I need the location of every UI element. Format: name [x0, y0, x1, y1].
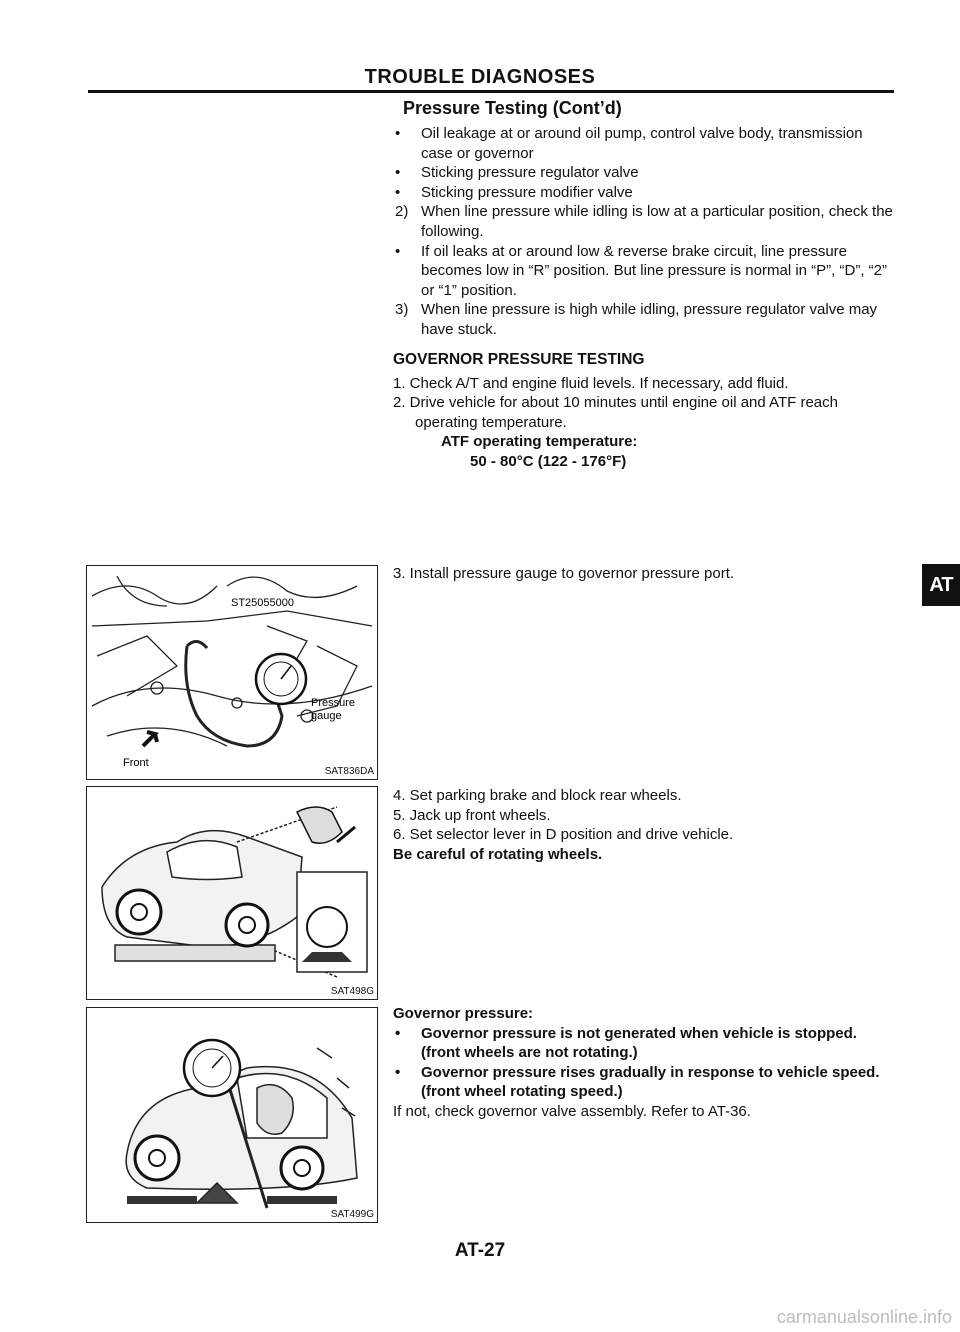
list-item: • If oil leaks at or around low & reverse brake circuit, line pressure becomes low in “R” position. But line pressure is normal in “P”, “D”, “2” or “1” position. — [395, 242, 887, 299]
pressure-causes-list — [393, 124, 898, 340]
figure-code: SAT499G — [330, 1209, 374, 1220]
figure-drive-test — [86, 1007, 378, 1223]
section-title: Pressure Testing (Cont’d) — [403, 98, 622, 118]
governor-footer-text: If not, check governor valve assembly. Refer to AT-36. — [393, 1102, 751, 1120]
list-item: • Sticking pressure regulator valve — [395, 164, 639, 182]
list-item: • Governor pressure is not generated when vehicle is stopped. (front wheels are not rotating.) — [395, 1024, 857, 1062]
front-wheel-icon — [117, 890, 161, 934]
steps-4-6-block — [393, 786, 898, 864]
step-4: 4. Set parking brake and block rear wheels. — [393, 787, 682, 804]
list-item: • Oil leakage at or around oil pump, control valve body, transmission case or governor — [395, 125, 863, 162]
gauge-label: gauge — [311, 710, 342, 722]
step-3: 3. Install pressure gauge to governor pressure port. — [393, 565, 735, 582]
tool-number-label: ST25055000 — [231, 597, 294, 609]
list-item: 3) When line pressure is high while idling, pressure regulator valve may have stuck. — [395, 301, 878, 338]
figure-code: SAT836DA — [324, 766, 374, 777]
figure-jack-car — [86, 786, 378, 1000]
page-header-title: TROUBLE DIAGNOSES — [364, 66, 596, 88]
rear-wheel-icon — [226, 904, 268, 946]
page-number: AT-27 — [454, 1240, 506, 1261]
atf-temp-value: 50 - 80°C (122 - 176°F) — [470, 452, 627, 470]
pressure-label: Pressure — [311, 697, 356, 709]
watermark: carmanualsonline.info — [776, 1307, 952, 1327]
step-5: 5. Jack up front wheels. — [393, 806, 551, 824]
governor-testing-block — [393, 350, 898, 472]
figure-code: SAT498G — [330, 986, 374, 997]
step-1: 1. Check A/T and engine fluid levels. If necessary, add fluid. — [393, 374, 789, 392]
rear-wheel-icon — [281, 1147, 323, 1189]
hand-brake-icon — [297, 807, 342, 843]
driver-gauge-illustration — [87, 1008, 377, 1222]
step-6: 6. Set selector lever in D position and drive vehicle. — [393, 826, 734, 844]
front-wheel-icon — [135, 1136, 179, 1180]
figure-pressure-gauge-install — [86, 565, 378, 780]
atf-temp-label: ATF operating temperature: — [441, 433, 638, 451]
governor-pressure-title: Governor pressure: — [393, 1005, 534, 1022]
caution-text: Be careful of rotating wheels. — [393, 845, 603, 863]
gauge-illustration — [87, 566, 377, 779]
subsection-title: GOVERNOR PRESSURE TESTING — [393, 351, 645, 368]
car-jacked-illustration — [87, 787, 377, 999]
front-arrow-icon — [143, 732, 157, 746]
header-rule — [88, 90, 894, 93]
front-label: Front — [123, 757, 149, 769]
list-item: 2) When line pressure while idling is low at a particular position, check the following. — [395, 203, 893, 240]
list-item: • Sticking pressure modifier valve — [395, 183, 633, 201]
section-tab: AT — [922, 564, 960, 606]
governor-pressure-block — [393, 1004, 898, 1122]
step-2: 2. Drive vehicle for about 10 minutes until engine oil and ATF reach operating temperature. — [393, 394, 838, 431]
list-item: • Governor pressure rises gradually in response to vehicle speed. (front wheel rotating speed.) — [395, 1063, 880, 1101]
